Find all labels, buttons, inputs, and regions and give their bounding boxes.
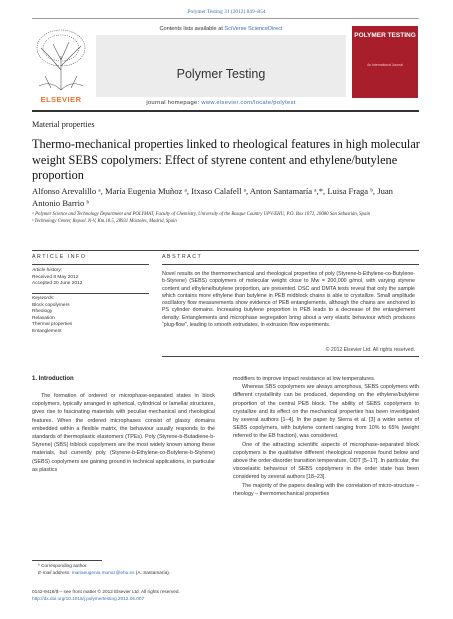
- email-link[interactable]: mariaeugenia.munoz@ehu.es: [71, 569, 135, 575]
- received-date: Received 8 May 2012: [32, 274, 79, 280]
- keywords-label: Keywords:: [32, 296, 55, 301]
- email-suffix: (A. Santamaría).: [134, 569, 171, 575]
- contents-line: [96, 26, 346, 32]
- abstract-heading-rule: [162, 264, 419, 265]
- contents-prefix: Contents lists available at: [159, 26, 225, 32]
- article-history: [32, 268, 152, 288]
- journal-banner: [96, 35, 346, 97]
- info-heading-rule: [32, 264, 149, 265]
- article-title: Thermo-mechanical properties linked to rheological features in high molecular weight SEBS copolymers: Effect of styrene content and ethylene/butylene proportion: [32, 137, 420, 182]
- keyword: Relaxation: [32, 315, 55, 321]
- affiliations: [32, 212, 412, 225]
- corresponding-author-note: * Corresponding author.: [38, 563, 88, 568]
- elsevier-tree-logo: [31, 26, 91, 96]
- header-top-rule: [32, 18, 419, 19]
- article-info-heading: ARTICLE INFO: [32, 254, 87, 260]
- article-section: Material properties: [32, 120, 95, 129]
- homepage-prefix: journal homepage:: [146, 100, 202, 106]
- accepted-date: Accepted 20 June 2012: [32, 281, 83, 287]
- cover-title: POLYMER TESTING: [354, 32, 416, 39]
- keyword: Thermal properties: [32, 322, 73, 328]
- body-paragraph: The majority of the papers dealing with the correlation of micro-structure – rheology – thermomechanical properties: [233, 482, 419, 497]
- doi-link[interactable]: http://dx.doi.org/10.1016/j.polymertesting.2012.06.007: [32, 595, 145, 601]
- body-paragraph: Whereas SBS copolymers are always amorphous, SEBS copolymers with different crystallinity can be produced, depending on the ethylene/butylene proportion of the central PEB block. The ability of SEBS copolymers to crystallize and its effect on the mechanical properties has been investigated by several authors [1–4]. In the paper by Sierra et al. [3] a wider series of SEBS copolymers, with butylene content ranging from 10% to 65% (weight referred to the EB fraction), was considered.: [233, 384, 419, 440]
- section-heading-introduction: 1. Introduction: [32, 376, 74, 382]
- abstract-heading: ABSTRACT: [162, 254, 203, 260]
- issn-block: [32, 589, 422, 602]
- info-top-rule: [32, 250, 419, 251]
- issn-line: 0142-9418/$ – see front matter © 2012 Elsevier Ltd. All rights reserved.: [32, 589, 180, 594]
- homepage-link[interactable]: www.elsevier.com/locate/polytest: [201, 100, 296, 106]
- left-column: [32, 392, 215, 474]
- journal-citation: Polymer Testing 31 (2012) 849–854: [187, 9, 266, 15]
- sciencedirect-link[interactable]: SciVerse ScienceDirect: [224, 26, 283, 32]
- email-footnote: [32, 570, 222, 577]
- keyword: Rheology: [32, 309, 53, 315]
- footnote-rule: [32, 560, 102, 561]
- abstract-text: Novel results on the thermomechanical and rheological properties of poly (Styrene-b-Ethylene-co-Butylene-b-Styrene) (SEBS) copolymers of molecular weight close to Mw = 200,000 g/mol, with varying styrene content and ethylene/butylene proportion, are presented. DSC and DMTA tests reveal that only the sample which contains more ethylene than butylene in PEB midblock chains is able to crystallize. Small amplitude oscillatory flow measurements show evidence of PEB entanglements, although the chains are anchored to PS cylinder domains. Increasing butylene proportion in PEB leads to a decrease of the entanglement density. Entanglements and microphase segregation bring about a very elastic behaviour which produces “plug-flow”, leading to smooth extrudates, in extrusion flow experiments.: [162, 271, 415, 329]
- email-label: E-mail address:: [38, 569, 72, 575]
- journal-name: Polymer Testing: [176, 67, 266, 81]
- body-paragraph: One of the attracting scientific aspects of microphase-separated block copolymers is the qualitative different rheological response found below and above the order-disorder transition temperature, ODT [5–17]. In particular, the viscoelastic behaviour of SEBS copolymers in the order state has been considered by several authors [18–23].: [233, 441, 419, 481]
- affiliation-a: ᵃ Polymer Science and Technology Department and POLYMAT, Faculty of Chemistry, University of the Basque Country UPV/EHU, P.O. Box 1072, 20080 San Sebastián, Spain: [32, 212, 371, 217]
- affiliation-b: ᵇ Technology Center, Repsol. N-V, Km.18.5, 28931 Móstoles, Madrid, Spain: [32, 218, 177, 224]
- abstract-copyright: © 2012 Elsevier Ltd. All rights reserved.: [325, 347, 415, 353]
- publisher-logo-text: ELSEVIER: [40, 95, 82, 104]
- history-label: Article history:: [32, 268, 63, 273]
- body-paragraph: The formation of ordered or microphase-separated states in block copolymers, typically arranged in spherical, cylindrical or lamellar structures, gives rise to fascinating materials with peculiar mechanical and rheological features. When the ordered microphases consist of glassy domains embedded within a flexible matrix, the behaviour usually responds to the standards of thermoplastic elastomers (TPEs). Poly (Styrene-b-Butadiene-b-Styrene) (SBS) triblock copolymers are the most widely known among these materials, but currently poly (Styrene-b-Ethylene-co-Butylene-b-Styrene) (SEBS) copolymers are gaining ground in technical applications, in particular as plastics: [32, 393, 215, 473]
- right-column: [233, 375, 419, 498]
- footnotes: [32, 563, 222, 576]
- abstract-bottom-rule: [162, 356, 419, 357]
- journal-homepage: [96, 100, 346, 106]
- keyword: Block copolymers: [32, 302, 70, 308]
- cover-subtitle: An International Journal: [367, 63, 403, 67]
- history-rule: [32, 293, 149, 294]
- body-paragraph: modifiers to improve impact resistance at low temperatures.: [233, 376, 376, 382]
- keywords-block: [32, 296, 152, 336]
- keyword: Entanglement: [32, 328, 62, 334]
- author-list: Alfonso Arevalillo ᵃ, María Eugenia Muñoz ᵃ, Itxaso Calafell ᵃ, Anton Santamaría ᵃ,*, Luisa Fraga ᵇ, Juan Antonio Barrio ᵇ: [32, 186, 393, 208]
- header-bottom-rule: [32, 110, 419, 112]
